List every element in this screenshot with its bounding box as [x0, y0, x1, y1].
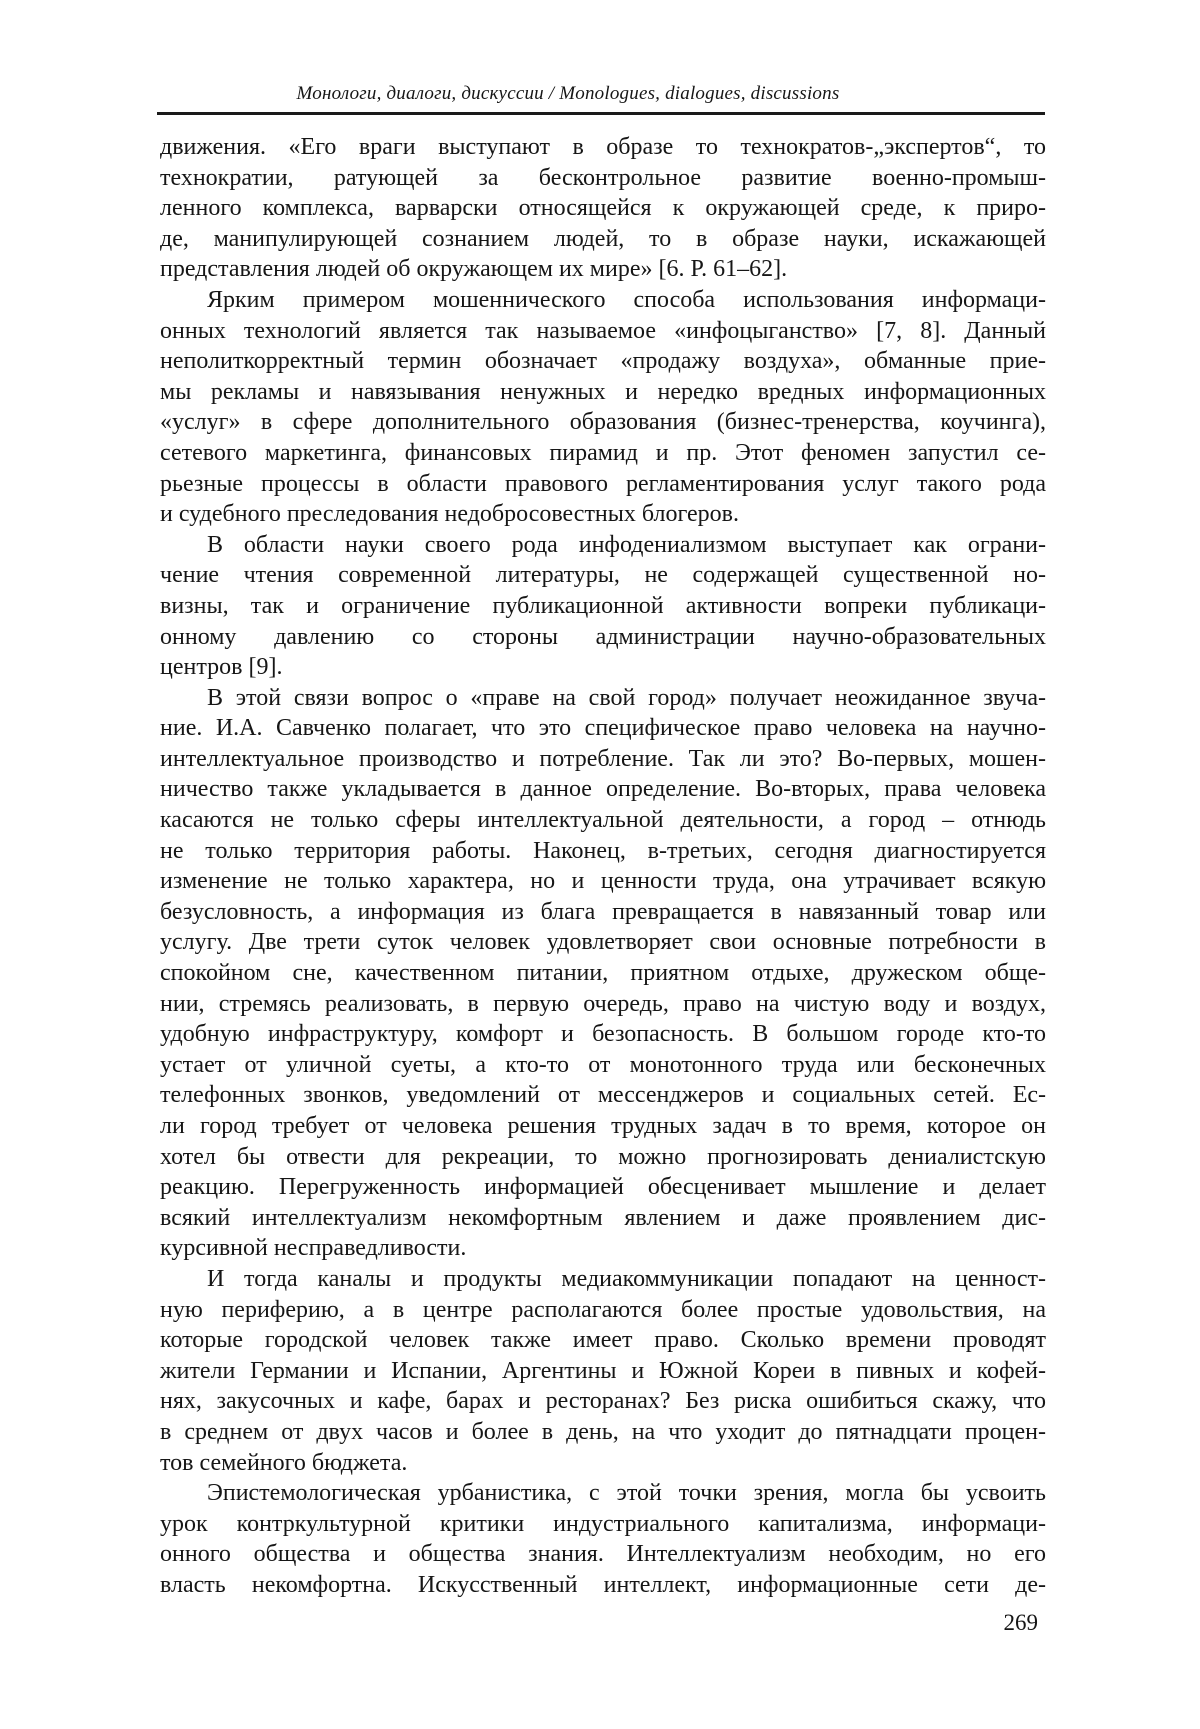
paragraph	[160, 1478, 1046, 1600]
page-number: 269	[1003, 1610, 1038, 1635]
text-line: рьезные процессы в области правового регламентирования услуг такого рода	[160, 470, 1046, 497]
text-line: реакцию. Перегруженность информацией обесценивает мышление и делает	[160, 1174, 1046, 1201]
text-line: безусловность, а информация из блага превращается в навязанный товар или	[160, 898, 1046, 925]
text-line: онному давлению со стороны администрации научно-образовательных	[160, 623, 1046, 650]
text-line: касаются не только сферы интеллектуальной деятельности, а город – отнюдь	[160, 807, 1046, 834]
text-line: жители Германии и Испании, Аргентины и Южной Кореи в пивных и кофей-	[160, 1357, 1046, 1384]
text-line: и судебного преследования недобросовестных блогеров.	[160, 501, 739, 528]
text-line: услугу. Две трети суток человек удовлетворяет свои основные потребности в	[160, 929, 1046, 956]
text-line: центров [9].	[160, 654, 283, 681]
text-line: неполиткорректный термин обозначает «продажу воздуха», обманные прие-	[160, 348, 1046, 375]
text-line: которые городской человек также имеет право. Сколько времени проводят	[160, 1327, 1046, 1354]
text-line: онного общества и общества знания. Интеллектуализм необходим, но его	[160, 1541, 1046, 1568]
paragraph	[160, 530, 1046, 683]
running-header-title: Монологи, диалоги, дискуссии / Monologues, dialogues, discussions	[296, 83, 840, 104]
text-line: тов семейного бюджета.	[160, 1449, 408, 1476]
text-line: «услуг» в сфере дополнительного образования (бизнес-тренерства, коучинга),	[160, 409, 1046, 436]
text-line: нии, стремясь реализовать, в первую очередь, право на чистую воду и воздух,	[160, 990, 1046, 1017]
text-line: ние. И.А. Савченко полагает, что это специфическое право человека на научно-	[160, 715, 1046, 742]
text-line: ленного комплекса, варварски относящейся к окружающей среде, к приро-	[160, 195, 1046, 222]
text-line: мы рекламы и навязывания ненужных и нередко вредных информационных	[160, 378, 1046, 405]
text-line: визны, так и ограничение публикационной активности вопреки публикаци-	[160, 592, 1046, 619]
text-line: курсивной несправедливости.	[160, 1235, 467, 1262]
text-line: власть некомфортна. Искусственный интеллект, информационные сети де-	[160, 1571, 1046, 1598]
text-line: не только территория работы. Наконец, в-третьих, сегодня диагностируется	[160, 837, 1046, 864]
running-header	[158, 82, 1046, 106]
text-line: В этой связи вопрос о «праве на свой город» получает неожиданное звуча-	[207, 684, 1046, 711]
text-line: онных технологий является так называемое «инфоцыганство» [7, 8]. Данный	[160, 317, 1046, 344]
text-line: нях, закусочных и кафе, барах и ресторанах? Без риска ошибиться скажу, что	[160, 1388, 1046, 1415]
text-line: движения. «Его враги выступают в образе то технократов-„экспертов“, то	[160, 134, 1046, 160]
text-line: устает от уличной суеты, а кто-то от монотонного труда или бесконечных	[160, 1051, 1046, 1078]
text-line: интеллектуальное производство и потребление. Так ли это? Во-первых, мошен-	[160, 745, 1046, 772]
text-line: чение чтения современной литературы, не содержащей существенной но-	[160, 562, 1046, 589]
text-line: в среднем от двух часов и более в день, на что уходит до пятнадцати процен-	[160, 1418, 1046, 1445]
text-line: И тогда каналы и продукты медиакоммуникации попадают на ценност-	[207, 1265, 1046, 1292]
text-line: хотел бы отвести для рекреации, то можно прогнозировать дениалистскую	[160, 1143, 1046, 1170]
header-rule	[157, 112, 1045, 115]
text-line: сетевого маркетинга, финансовых пирамид и пр. Этот феномен запустил се-	[160, 439, 1046, 466]
text-line: ную периферию, а в центре располагаются более простые удовольствия, на	[160, 1296, 1046, 1323]
text-line: де, манипулирующей сознанием людей, то в образе науки, искажающей	[160, 225, 1046, 252]
text-line: удобную инфраструктуру, комфорт и безопасность. В большом городе кто-то	[160, 1021, 1046, 1048]
article-body	[160, 132, 1046, 1601]
text-line: технократии, ратующей за бесконтрольное развитие военно-промыш-	[160, 164, 1046, 191]
text-line: представления людей об окружающем их мире» [6. P. 61–62].	[160, 256, 788, 283]
text-line: телефонных звонков, уведомлений от мессенджеров и социальных сетей. Ес-	[160, 1082, 1046, 1109]
text-line: спокойном сне, качественном питании, приятном отдыхе, дружеском обще-	[160, 960, 1046, 987]
paragraph	[160, 683, 1046, 1264]
text-line: Эпистемологическая урбанистика, с этой точки зрения, могла бы усвоить	[207, 1480, 1046, 1507]
text-line: Ярким примером мошеннического способа использования информаци-	[207, 286, 1046, 313]
text-line: урок контркультурной критики индустриального капитализма, информаци-	[160, 1510, 1046, 1537]
text-line: ничество также укладывается в данное определение. Во-вторых, права человека	[160, 776, 1046, 803]
paragraph	[160, 1264, 1046, 1478]
text-line: всякий интеллектуализм некомфортным явлением и даже проявлением дис-	[160, 1204, 1046, 1231]
text-line: изменение не только характера, но и ценности труда, она утрачивает всякую	[160, 868, 1046, 895]
text-line: В области науки своего рода инфодениализмом выступает как ограни-	[207, 531, 1046, 558]
paragraph	[160, 285, 1046, 530]
paragraph	[160, 132, 1046, 285]
text-line: ли город требует от человека решения трудных задач в то время, которое он	[160, 1113, 1046, 1139]
